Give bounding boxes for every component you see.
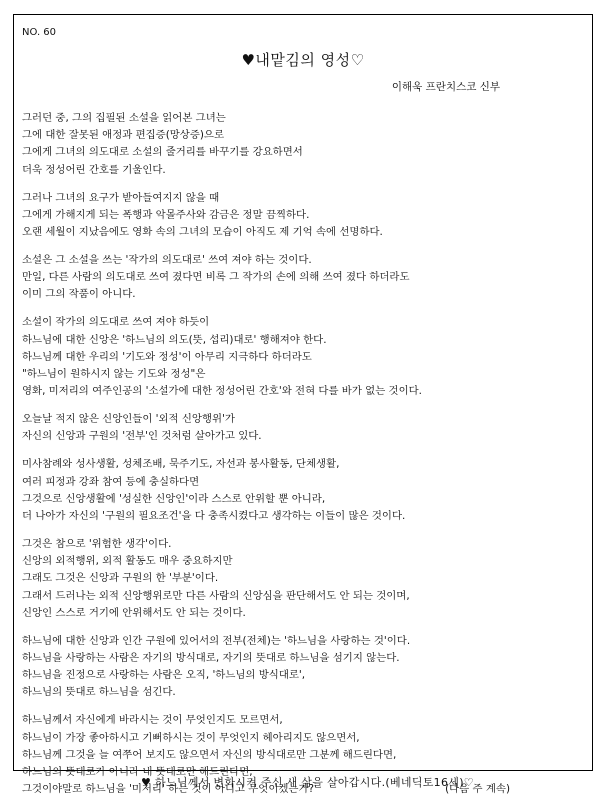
text-line: 신앙인 스스로 거기에 안위해서도 안 되는 것이다.: [22, 606, 246, 619]
text-line: 소설은 그 소설을 쓰는 '작가의 의도대로' 쓰여 져야 하는 것이다.: [22, 254, 312, 267]
text-line: 하느님의 뜻대로가 아니라 내 뜻대로만 해드린다면,: [22, 766, 253, 779]
paragraph: [22, 110, 582, 179]
text-line: 신앙의 외적행위, 외적 활동도 매우 중요하지만: [22, 555, 233, 568]
paragraph: [22, 456, 582, 525]
text-line: 오늘날 적지 않은 신앙인들이 '외적 신앙행위'가: [22, 413, 235, 426]
text-line: 하느님에 대한 신앙과 인간 구원에 있어서의 전부(전체)는 '하느님을 사랑하는 것'이다.: [22, 634, 411, 647]
text-line: 그러나 그녀의 요구가 받아들여지지 않을 때: [22, 191, 220, 204]
text-line: 그것은 참으로 '위험한 생각'이다.: [22, 538, 172, 551]
text-line: 하느님의 뜻대로 하느님을 섬긴다.: [22, 686, 176, 699]
continued-note: (다음 주 계속): [445, 783, 510, 796]
article-body: [22, 110, 582, 809]
text-line: "하느님이 원하시지 않는 기도와 정성"은: [22, 368, 206, 381]
paragraph: [22, 190, 582, 242]
text-line: 하느님을 진정으로 사랑하는 사람은 오직, '하느님의 방식대로',: [22, 669, 306, 682]
text-line: 하느님에 대한 신앙은 '하느님의 의도(뜻, 섭리)대로' 행해져야 한다.: [22, 333, 327, 346]
text-line: 자신의 신앙과 구원의 '전부'인 것처럼 살아가고 있다.: [22, 430, 262, 443]
text-line: 그러던 중, 그의 집필된 소설을 읽어본 그녀는: [22, 112, 226, 124]
text-line: 여러 피정과 강좌 참여 등에 충실하다면: [22, 475, 200, 488]
text-line: 하느님께서 자신에게 바라시는 것이 무엇인지도 모르면서,: [22, 714, 283, 727]
footer-motto: ♥ 하느님께서 변화시켜 주신 새 삶을 살아갑시다.(베네딕토16세)♡: [141, 776, 474, 789]
text-line: 영화, 미저리의 여주인공의 '소설가에 대한 정성어린 간호'와 전혀 다를 바가 없는 것이다.: [22, 385, 422, 398]
text-line: 하느님이 가장 좋아하시고 기뻐하시는 것이 무엇인지 헤아리지도 않으면서,: [22, 731, 360, 744]
paragraph: [22, 536, 582, 622]
author: 이해욱 프란치스코 신부: [391, 81, 500, 93]
paragraph: [22, 252, 582, 304]
closing-sentence: 그것이야말로 하느님을 '미저리' 하는 것이 아니고 무엇이겠는가?: [22, 783, 315, 796]
text-line: 하느님께 대한 우리의 '기도와 정성'이 아무리 지극하다 하더라도: [22, 350, 312, 363]
paragraph: [22, 314, 582, 400]
text-line: 그래서 드러나는 외적 신앙행위로만 다른 사람의 신앙심을 판단해서도 안 되는 것이며,: [22, 589, 410, 602]
page-number: NO. 60: [22, 27, 57, 38]
paragraph: [22, 633, 582, 702]
text-line: 미사참례와 성사생활, 성체조배, 묵주기도, 자선과 봉사활동, 단체생활,: [22, 458, 340, 471]
text-line: 그래도 그것은 신앙과 구원의 한 '부분'이다.: [22, 572, 219, 585]
text-line: 그에게 가해지게 되는 폭행과 악몰주사와 감금은 정말 끔찍하다.: [22, 208, 310, 221]
text-line: 소설이 작가의 의도대로 쓰여 져야 하듯이: [22, 316, 210, 329]
text-line: 더욱 정성어린 간호를 기울인다.: [22, 163, 166, 176]
text-line: 그에 대한 잘못된 애정과 편집증(망상증)으로: [22, 129, 224, 142]
text-line: 하느님께 그것을 늘 여쭈어 보지도 않으면서 자신의 방식대로만 그분께 해드린다면,: [22, 748, 397, 761]
text-line: 이미 그의 작품이 아니다.: [22, 288, 136, 301]
paragraph: [22, 411, 582, 445]
text-line: 만일, 다른 사람의 의도대로 쓰여 졌다면 비록 그 작가의 손에 의해 쓰여 졌다 하더라도: [22, 271, 410, 284]
text-line: 그에게 그녀의 의도대로 소설의 줄거리를 바꾸기를 강요하면서: [22, 146, 303, 159]
text-line: 오랜 세월이 지났음에도 영화 속의 그녀의 모습이 아직도 제 기억 속에 선명하다.: [22, 226, 383, 239]
text-line: 더 나아가 자신의 '구원의 필요조건'을 다 충족시켰다고 생각하는 이들이 많은 것이다.: [22, 510, 406, 523]
page-title: ♥내맡김의 영성♡: [241, 51, 365, 69]
text-line: 그것으로 신앙생활에 '성실한 신앙인'이라 스스로 안위할 뿐 아니라,: [22, 492, 326, 505]
text-line: 하느님을 사랑하는 사람은 자기의 방식대로, 자기의 뜻대로 하느님을 섬기지 않는다.: [22, 652, 400, 665]
